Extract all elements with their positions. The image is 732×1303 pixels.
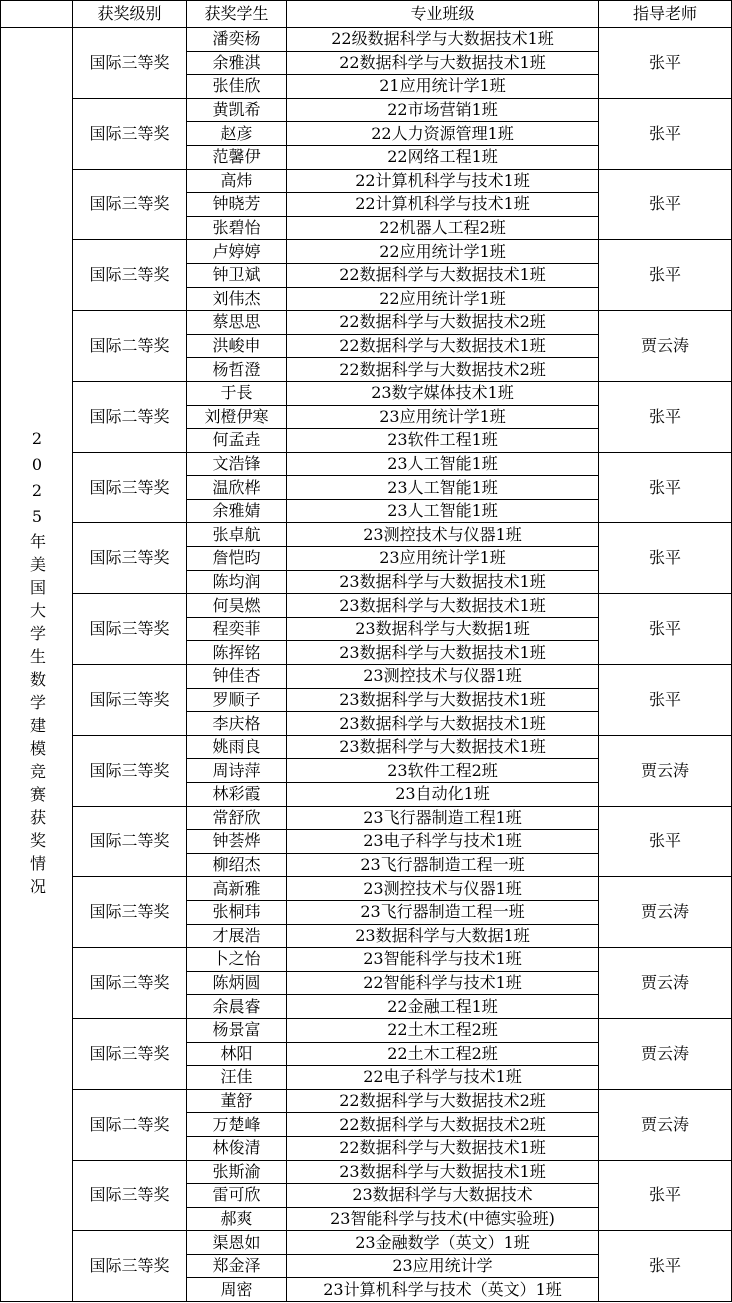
header-student: 获奖学生 <box>187 1 287 28</box>
class-name: 23应用统计学 <box>287 1254 599 1278</box>
award-level: 国际二等奖 <box>73 311 187 382</box>
advisor-name: 贾云涛 <box>599 1089 732 1160</box>
class-name: 23数据科学与大数据技术1班 <box>287 1160 599 1184</box>
award-table-body <box>1 1 732 1302</box>
class-name: 22级数据科学与大数据技术1班 <box>287 28 599 52</box>
class-name: 21应用统计学1班 <box>287 75 599 99</box>
student-name: 余雅淇 <box>187 51 287 75</box>
student-name: 郝爽 <box>187 1207 287 1231</box>
student-name: 张桐玮 <box>187 900 287 924</box>
class-name: 23人工智能1班 <box>287 499 599 523</box>
table-row <box>1 311 732 335</box>
class-name: 23数据科学与大数据技术 <box>287 1184 599 1208</box>
advisor-name: 张平 <box>599 806 732 877</box>
table-row <box>1 240 732 264</box>
award-level: 国际三等奖 <box>73 665 187 736</box>
advisor-name: 张平 <box>599 240 732 311</box>
student-name: 钟荟烨 <box>187 830 287 854</box>
class-name: 23数据科学与大数据1班 <box>287 924 599 948</box>
award-level: 国际三等奖 <box>73 1231 187 1302</box>
advisor-name: 贾云涛 <box>599 735 732 806</box>
header-blank <box>1 1 73 28</box>
class-name: 22数据科学与大数据技术2班 <box>287 1113 599 1137</box>
student-name: 刘伟杰 <box>187 287 287 311</box>
award-level: 国际三等奖 <box>73 452 187 523</box>
advisor-name: 贾云涛 <box>599 311 732 382</box>
student-name: 刘橙伊寒 <box>187 405 287 429</box>
student-name: 卢婷婷 <box>187 240 287 264</box>
award-level: 国际三等奖 <box>73 240 187 311</box>
student-name: 罗顺子 <box>187 688 287 712</box>
award-level: 国际三等奖 <box>73 28 187 99</box>
class-name: 22网络工程1班 <box>287 145 599 169</box>
table-row <box>1 169 732 193</box>
student-name: 卜之怡 <box>187 948 287 972</box>
student-name: 张碧怡 <box>187 216 287 240</box>
class-name: 23应用统计学1班 <box>287 547 599 571</box>
student-name: 钟佳杏 <box>187 665 287 689</box>
class-name: 23数据科学与大数据技术1班 <box>287 641 599 665</box>
table-row <box>1 948 732 972</box>
class-name: 22智能科学与技术1班 <box>287 971 599 995</box>
student-name: 杨哲澄 <box>187 358 287 382</box>
class-name: 22电子科学与技术1班 <box>287 1066 599 1090</box>
student-name: 柳绍杰 <box>187 853 287 877</box>
student-name: 郑金泽 <box>187 1254 287 1278</box>
table-row <box>1 381 732 405</box>
student-name: 钟卫斌 <box>187 263 287 287</box>
table-row <box>1 28 732 52</box>
class-name: 22市场营销1班 <box>287 98 599 122</box>
table-row <box>1 735 732 759</box>
advisor-name: 张平 <box>599 1231 732 1302</box>
student-name: 程奕菲 <box>187 617 287 641</box>
student-name: 文浩锋 <box>187 452 287 476</box>
advisor-name: 贾云涛 <box>599 1018 732 1089</box>
student-name: 赵彦 <box>187 122 287 146</box>
class-name: 23数据科学与大数据技术1班 <box>287 688 599 712</box>
class-name: 22数据科学与大数据技术1班 <box>287 1136 599 1160</box>
class-name: 22数据科学与大数据技术2班 <box>287 1089 599 1113</box>
header-class: 专业班级 <box>287 1 599 28</box>
student-name: 余晨睿 <box>187 995 287 1019</box>
class-name: 23测控技术与仪器1班 <box>287 665 599 689</box>
student-name: 周密 <box>187 1278 287 1302</box>
student-name: 万楚峰 <box>187 1113 287 1137</box>
student-name: 黄凯希 <box>187 98 287 122</box>
award-level: 国际三等奖 <box>73 169 187 240</box>
student-name: 董舒 <box>187 1089 287 1113</box>
table-row <box>1 594 732 618</box>
award-level: 国际三等奖 <box>73 735 187 806</box>
advisor-name: 张平 <box>599 28 732 99</box>
class-name: 23智能科学与技术(中德实验班) <box>287 1207 599 1231</box>
class-name: 23人工智能1班 <box>287 476 599 500</box>
class-name: 23数字媒体技术1班 <box>287 381 599 405</box>
class-name: 23智能科学与技术1班 <box>287 948 599 972</box>
student-name: 高炜 <box>187 169 287 193</box>
award-level: 国际三等奖 <box>73 948 187 1019</box>
class-name: 23测控技术与仪器1班 <box>287 523 599 547</box>
class-name: 23人工智能1班 <box>287 452 599 476</box>
award-level: 国际三等奖 <box>73 1160 187 1231</box>
table-row <box>1 665 732 689</box>
event-title: 2025年美国大学生数学建模竞赛获奖情况 <box>1 28 73 1302</box>
table-row <box>1 1160 732 1184</box>
class-name: 22数据科学与大数据技术2班 <box>287 311 599 335</box>
award-level: 国际二等奖 <box>73 381 187 452</box>
student-name: 杨景富 <box>187 1018 287 1042</box>
class-name: 22金融工程1班 <box>287 995 599 1019</box>
student-name: 林阳 <box>187 1042 287 1066</box>
class-name: 22机器人工程2班 <box>287 216 599 240</box>
award-level: 国际三等奖 <box>73 877 187 948</box>
class-name: 22数据科学与大数据技术1班 <box>287 51 599 75</box>
student-name: 姚雨良 <box>187 735 287 759</box>
table-row <box>1 1089 732 1113</box>
student-name: 张佳欣 <box>187 75 287 99</box>
class-name: 22应用统计学1班 <box>287 240 599 264</box>
student-name: 汪佳 <box>187 1066 287 1090</box>
table-row <box>1 1231 732 1255</box>
student-name: 洪峻申 <box>187 334 287 358</box>
student-name: 才展浩 <box>187 924 287 948</box>
award-level: 国际三等奖 <box>73 1018 187 1089</box>
student-name: 陈炳圆 <box>187 971 287 995</box>
student-name: 余雅婧 <box>187 499 287 523</box>
table-row <box>1 1018 732 1042</box>
class-name: 22土木工程2班 <box>287 1042 599 1066</box>
student-name: 陈均润 <box>187 570 287 594</box>
award-level: 国际三等奖 <box>73 98 187 169</box>
advisor-name: 张平 <box>599 665 732 736</box>
class-name: 22人力资源管理1班 <box>287 122 599 146</box>
class-name: 23飞行器制造工程1班 <box>287 806 599 830</box>
class-name: 23计算机科学与技术（英文）1班 <box>287 1278 599 1302</box>
student-name: 蔡思思 <box>187 311 287 335</box>
class-name: 23数据科学与大数据技术1班 <box>287 594 599 618</box>
class-name: 22数据科学与大数据技术1班 <box>287 334 599 358</box>
header-award-level: 获奖级别 <box>73 1 187 28</box>
student-name: 雷可欣 <box>187 1184 287 1208</box>
table-row <box>1 523 732 547</box>
table-row <box>1 877 732 901</box>
class-name: 22计算机科学与技术1班 <box>287 193 599 217</box>
student-name: 温欣桦 <box>187 476 287 500</box>
advisor-name: 张平 <box>599 381 732 452</box>
class-name: 22数据科学与大数据技术1班 <box>287 263 599 287</box>
student-name: 钟晓芳 <box>187 193 287 217</box>
award-level: 国际二等奖 <box>73 806 187 877</box>
student-name: 周诗萍 <box>187 759 287 783</box>
advisor-name: 张平 <box>599 98 732 169</box>
table-row <box>1 806 732 830</box>
student-name: 林俊清 <box>187 1136 287 1160</box>
class-name: 23数据科学与大数据1班 <box>287 617 599 641</box>
student-name: 范馨伊 <box>187 145 287 169</box>
student-name: 高新雅 <box>187 877 287 901</box>
award-level: 国际三等奖 <box>73 594 187 665</box>
header-row <box>1 1 732 28</box>
advisor-name: 张平 <box>599 594 732 665</box>
table-row <box>1 98 732 122</box>
class-name: 23数据科学与大数据技术1班 <box>287 735 599 759</box>
class-name: 23电子科学与技术1班 <box>287 830 599 854</box>
student-name: 张斯渝 <box>187 1160 287 1184</box>
header-advisor: 指导老师 <box>599 1 732 28</box>
class-name: 22数据科学与大数据技术2班 <box>287 358 599 382</box>
class-name: 23应用统计学1班 <box>287 405 599 429</box>
class-name: 22应用统计学1班 <box>287 287 599 311</box>
class-name: 22土木工程2班 <box>287 1018 599 1042</box>
award-level: 国际二等奖 <box>73 1089 187 1160</box>
student-name: 李庆格 <box>187 712 287 736</box>
class-name: 23自动化1班 <box>287 783 599 807</box>
class-name: 23软件工程1班 <box>287 429 599 453</box>
student-name: 常舒欣 <box>187 806 287 830</box>
award-level: 国际三等奖 <box>73 523 187 594</box>
class-name: 23软件工程2班 <box>287 759 599 783</box>
student-name: 于長 <box>187 381 287 405</box>
student-name: 詹恺昀 <box>187 547 287 571</box>
student-name: 林彩霞 <box>187 783 287 807</box>
advisor-name: 张平 <box>599 169 732 240</box>
student-name: 何孟垚 <box>187 429 287 453</box>
class-name: 23测控技术与仪器1班 <box>287 877 599 901</box>
advisor-name: 贾云涛 <box>599 948 732 1019</box>
student-name: 陈挥铭 <box>187 641 287 665</box>
student-name: 何昊燃 <box>187 594 287 618</box>
class-name: 23数据科学与大数据技术1班 <box>287 712 599 736</box>
student-name: 潘奕杨 <box>187 28 287 52</box>
advisor-name: 张平 <box>599 1160 732 1231</box>
class-name: 22计算机科学与技术1班 <box>287 169 599 193</box>
student-name: 张卓航 <box>187 523 287 547</box>
class-name: 23飞行器制造工程一班 <box>287 853 599 877</box>
advisor-name: 贾云涛 <box>599 877 732 948</box>
table-row <box>1 452 732 476</box>
advisor-name: 张平 <box>599 452 732 523</box>
class-name: 23飞行器制造工程一班 <box>287 900 599 924</box>
class-name: 23数据科学与大数据技术1班 <box>287 570 599 594</box>
student-name: 渠恩如 <box>187 1231 287 1255</box>
class-name: 23金融数学（英文）1班 <box>287 1231 599 1255</box>
advisor-name: 张平 <box>599 523 732 594</box>
